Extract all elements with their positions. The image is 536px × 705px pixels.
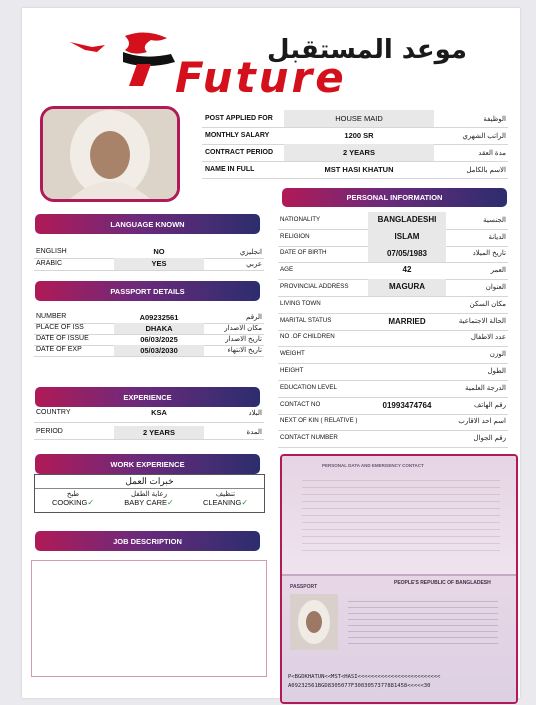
experience-header: EXPERIENCE — [35, 387, 260, 407]
personal-info-header: PERSONAL INFORMATION — [282, 188, 507, 207]
logo-latin: Future — [175, 53, 347, 102]
check-icon: ✓ — [87, 498, 95, 507]
work-experience-ar-title: خبرات العمل — [125, 476, 174, 486]
row-label: EDUCATION LEVEL — [280, 383, 337, 391]
scan-header: PERSONAL DATA AND EMERGENCY CONTACT — [322, 463, 424, 468]
row-label: CONTACT NO — [280, 400, 321, 408]
row-value: HOUSE MAID — [284, 110, 434, 127]
skill-en: COOKING — [51, 498, 88, 507]
top-info-table — [202, 110, 508, 180]
table-row — [278, 330, 508, 348]
row-label-ar: الاسم بالكامل — [466, 167, 506, 174]
row-label-ar: الرقم — [246, 314, 262, 321]
row-label-ar: مكان الاصدار — [224, 325, 262, 332]
table-row — [278, 229, 508, 247]
row-label-ar: البلاد — [248, 410, 262, 417]
table-row — [202, 127, 508, 145]
row-label-ar: تاريخ الاصدار — [225, 336, 262, 343]
row-label: DATE OF ISSUE — [36, 335, 89, 342]
scan-mrz-line-1: P<BGDKHATUN<<MST<HASI<<<<<<<<<<<<<<<<<<<<<<<<< — [288, 674, 441, 680]
work-experience-box — [34, 474, 265, 513]
logo-swoosh-icon — [67, 28, 177, 88]
table-row — [202, 144, 508, 162]
table-row — [202, 161, 508, 179]
row-value: 2 YEARS — [284, 144, 434, 161]
row-value: 05/03/2030 — [114, 345, 204, 356]
skill-en: CLEANING — [202, 498, 242, 507]
row-label-ar: الديانة — [488, 233, 506, 241]
check-icon: ✓ — [241, 498, 249, 507]
row-value — [368, 346, 446, 363]
profile-photo — [43, 109, 177, 199]
row-label: PROVINCIAL ADDRESS — [280, 283, 349, 291]
skill-item — [111, 490, 187, 507]
row-label-ar: الوظيفة — [483, 116, 506, 123]
scan-passport-label: PASSPORT — [290, 584, 318, 590]
table-row — [278, 262, 508, 280]
row-label-ar: عدد الاطفال — [470, 334, 506, 342]
language-header: LANGUAGE KNOWN — [35, 214, 260, 234]
row-value: NO — [153, 247, 165, 256]
row-value — [368, 330, 446, 347]
row-label-ar: العنوان — [485, 284, 506, 292]
row-label: ARABIC — [36, 259, 63, 267]
table-row — [278, 246, 508, 264]
row-label: POST APPLIED FOR — [205, 115, 273, 122]
row-label: DATE OF BIRTH — [280, 249, 327, 257]
row-value: 01993474764 — [382, 400, 432, 410]
skill-ar: طبخ — [66, 491, 80, 498]
scan-photo — [290, 594, 338, 650]
table-row — [34, 258, 264, 271]
row-label: PLACE OF ISS — [36, 324, 84, 331]
table-row — [34, 408, 264, 423]
table-row — [278, 430, 508, 448]
row-label-ar: العمر — [490, 267, 506, 275]
row-label: AGE — [280, 266, 294, 274]
row-value — [368, 430, 446, 447]
row-label: HEIGHT — [280, 367, 304, 375]
table-row — [278, 279, 508, 297]
row-label: RELIGION — [280, 232, 310, 240]
row-value: A09232561 — [139, 313, 179, 322]
logo-arabic: موعد المستقبل — [267, 35, 467, 65]
skill-ar: تنظيف — [215, 491, 236, 498]
table-row — [202, 110, 508, 128]
passport-header: PASSPORT DETAILS — [35, 281, 260, 301]
row-value: 07/05/1983 — [368, 246, 446, 263]
row-value: BANGLADESHI — [368, 212, 446, 229]
row-label: NAME IN FULL — [205, 166, 255, 173]
row-label: CONTACT NUMBER — [280, 434, 338, 442]
job-description-header: JOB DESCRIPTION — [35, 531, 260, 551]
row-value: DHAKA — [114, 323, 204, 334]
row-label-ar: انجليزي — [239, 248, 262, 256]
row-label: NEXT OF KIN ( RELATIVE ) — [280, 417, 358, 425]
row-label: LIVING TOWN — [280, 299, 321, 307]
row-label-ar: المدة — [246, 429, 262, 436]
row-label: NUMBER — [36, 313, 67, 320]
row-label-ar: مدة العقد — [478, 150, 506, 157]
row-label: MARITAL STATUS — [280, 316, 332, 324]
row-label-ar: الحالة الاجتماعية — [458, 317, 506, 325]
row-label: NO .OF CHILDREN — [280, 333, 335, 341]
table-row — [278, 346, 508, 364]
row-label-ar: رقم الهاتف — [474, 401, 506, 409]
profile-photo-frame — [40, 106, 180, 202]
passport-scan — [280, 454, 518, 704]
row-label: NATIONALITY — [280, 215, 321, 223]
logo — [67, 28, 477, 102]
table-row — [278, 414, 508, 432]
row-label-ar: الوزن — [489, 351, 506, 359]
table-row — [34, 426, 264, 440]
row-label-ar: تاريخ الميلاد — [472, 250, 506, 258]
row-label-ar: رقم الجوال — [473, 435, 506, 443]
row-label-ar: الجنسية — [483, 216, 506, 224]
row-label: ENGLISH — [36, 247, 67, 255]
job-description-box — [31, 560, 267, 677]
row-label: COUNTRY — [36, 409, 71, 416]
row-label: CONTRACT PERIOD — [205, 149, 274, 156]
skill-ar: رعاية الطفل — [131, 491, 167, 498]
skill-item — [187, 490, 264, 507]
cv-page — [22, 8, 520, 698]
row-value: ISLAM — [368, 229, 446, 246]
row-value: MARRIED — [388, 316, 426, 326]
row-value — [368, 363, 446, 380]
skill-item — [35, 490, 111, 507]
check-icon: ✓ — [167, 498, 174, 507]
row-label-ar: الراتب الشهري — [462, 133, 506, 140]
row-label-ar: اسم احد الاقارب — [458, 418, 506, 426]
row-label-ar: الدرجة العلمية — [465, 384, 506, 392]
row-label-ar: مكان السكن — [469, 300, 506, 308]
row-value: YES — [114, 258, 204, 270]
row-value: 42 — [402, 265, 412, 275]
row-label: PERIOD — [36, 428, 63, 435]
skill-en: BABY CARE — [124, 498, 168, 507]
row-label: DATE OF EXP — [36, 346, 82, 353]
row-label-ar: تاريخ الانتهاء — [227, 347, 262, 354]
table-row — [278, 212, 508, 230]
table-row — [278, 363, 508, 381]
work-experience-header: WORK EXPERIENCE — [35, 454, 260, 474]
row-value: MST HASI KHATUN — [324, 165, 394, 174]
row-value — [368, 414, 446, 431]
row-label-ar: عربي — [246, 260, 262, 268]
row-value: KSA — [151, 408, 167, 417]
row-value: MAGURA — [368, 279, 446, 296]
row-label-ar: الطول — [487, 368, 506, 376]
table-row — [34, 345, 264, 357]
row-value: 06/03/2025 — [140, 335, 178, 344]
scan-mrz-line-2: A09232561BGD8305077F3003057377881458<<<<<30 — [288, 683, 431, 689]
scan-country: PEOPLE'S REPUBLIC OF BANGLADESH — [394, 580, 491, 586]
table-row — [278, 397, 508, 415]
row-value: 2 YEARS — [114, 426, 204, 439]
row-value: 1200 SR — [344, 131, 374, 140]
row-label: WEIGHT — [280, 350, 305, 358]
row-label: MONTHLY SALARY — [205, 132, 270, 139]
table-row — [278, 313, 508, 331]
